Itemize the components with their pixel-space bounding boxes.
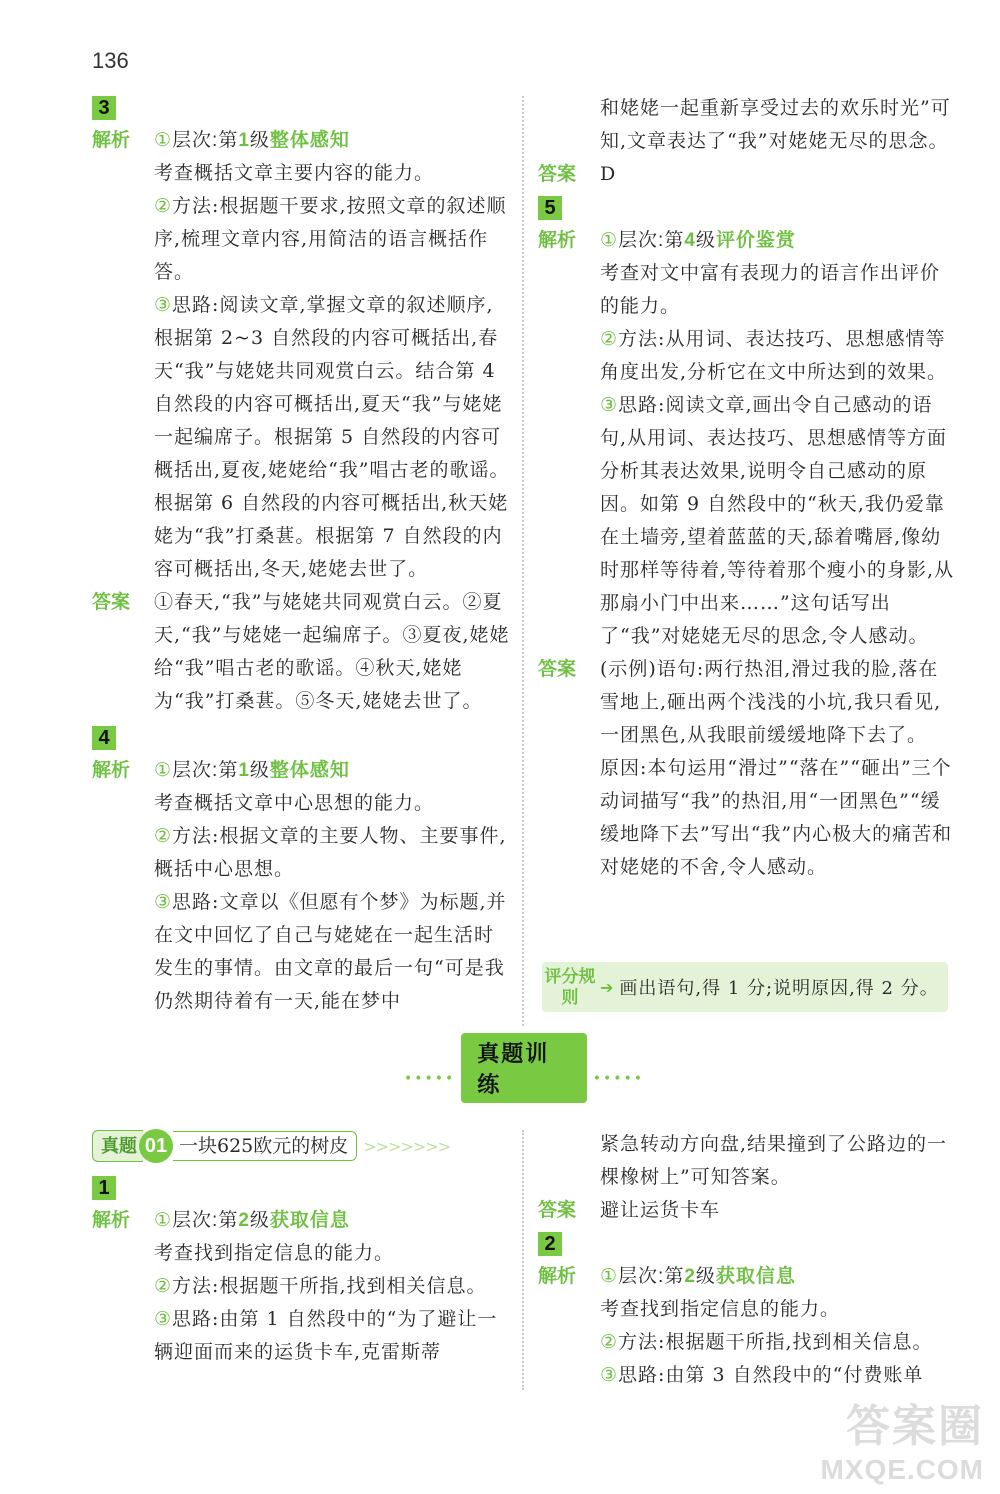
chevrons-icon: >>>>>>>	[363, 1136, 451, 1156]
analysis-block-q3	[92, 124, 512, 586]
level-line: ①层次:第1级整体感知	[154, 129, 350, 151]
method-text: ②方法:根据题干所指,找到相关信息。	[154, 1275, 487, 1297]
analysis-label: 解析	[92, 760, 131, 781]
section-header	[404, 1041, 644, 1097]
idea-text: ③思路:由第 1 自然段中的“为了避让一辆迎面而来的运货卡车,克雷斯蒂	[154, 1308, 498, 1363]
idea-text: ③思路:阅读文章,画出令自己感动的语句,从用词、表达技巧、思想感情等方面分析其表达效果,说明令自己感动的原因。如第 9 自然段中的“秋天,我仍爱靠在土墙旁,望着蓝蓝的天,舔着嘴唇,像幼时那样等待着,等待着那个瘦小的身影,从那扇小门中出来……”这句话写出了“我”对姥姥无尽的思念,令人感动。	[600, 394, 955, 647]
scoring-rule-box	[542, 962, 948, 1012]
question-number-2: 2	[538, 1232, 562, 1256]
answer-block-zq1	[538, 1194, 958, 1228]
section-title: 真题训练	[461, 1033, 586, 1103]
exam-number-badge: 01	[139, 1129, 173, 1163]
column-divider-lower	[522, 1130, 524, 1390]
exam-label: 真题	[92, 1130, 143, 1162]
analysis-label: 解析	[92, 1210, 131, 1231]
method-text: ②方法:根据文章的主要人物、主要事件,概括中心思想。	[154, 825, 507, 880]
answer-label: 答案	[538, 164, 577, 185]
dots-decoration-icon: •••••	[592, 1071, 644, 1087]
question-number-5: 5	[538, 196, 562, 220]
scoring-rule-text: 画出语句,得 1 分;说明原因,得 2 分。	[619, 978, 939, 999]
answer-block-q5	[538, 653, 958, 884]
level-line: ①层次:第2级获取信息	[600, 1265, 796, 1287]
exam-item-header	[92, 1128, 512, 1164]
analysis-block-q4	[92, 754, 512, 1018]
level-line: ①层次:第2级获取信息	[154, 1209, 350, 1231]
analysis-label: 解析	[92, 130, 131, 151]
ability-desc: 考查对文中富有表现力的语言作出评价的能力。	[600, 262, 941, 317]
answer-block-q4	[538, 158, 958, 192]
level-line: ①层次:第1级整体感知	[154, 759, 350, 781]
analysis-label: 解析	[538, 1266, 577, 1287]
question-number-4: 4	[92, 726, 116, 750]
ability-desc: 考查概括文章中心思想的能力。	[154, 792, 435, 814]
answer-sentence: (示例)语句:两行热泪,滑过我的脸,落在雪地上,砸出两个浅浅的小坑,我只看见,一团黑色,从我眼前缓缓地降下去了。	[600, 658, 942, 746]
scoring-rule-label: 评分规则	[544, 967, 596, 1007]
continuation-block-q4	[538, 92, 958, 158]
answer-text: 避让运货卡车	[600, 1199, 721, 1221]
answer-block-q3	[92, 586, 512, 718]
ability-desc: 考查找到指定信息的能力。	[600, 1298, 841, 1320]
lower-left-column	[92, 1128, 512, 1369]
ability-desc: 考查找到指定信息的能力。	[154, 1242, 395, 1264]
dots-decoration-icon: •••••	[404, 1071, 456, 1087]
answer-label: 答案	[538, 659, 577, 680]
answer-label: 答案	[92, 592, 131, 613]
answer-text: D	[600, 163, 617, 185]
lower-right-column	[538, 1128, 958, 1392]
level-line: ①层次:第4级评价鉴赏	[600, 229, 796, 251]
ability-desc: 考查概括文章主要内容的能力。	[154, 162, 435, 184]
analysis-block-q5	[538, 224, 958, 653]
page-number: 136	[92, 48, 129, 73]
method-text: ②方法:从用词、表达技巧、思想感情等角度出发,分析它在文中所达到的效果。	[600, 328, 948, 383]
idea-text: ③思路:由第 3 自然段中的“付费账单	[600, 1364, 924, 1386]
continuation-block-zq1	[538, 1128, 958, 1194]
watermark: 答案圈 MXQE.COM	[820, 1402, 984, 1485]
method-text: ②方法:根据题干所指,找到相关信息。	[600, 1331, 933, 1353]
answer-text: ①春天,“我”与姥姥共同观赏白云。②夏天,“我”与姥姥一起编席子。③夏夜,姥姥给“我”唱古老的歌谣。④秋天,姥姥为“我”打桑葚。⑤冬天,姥姥去世了。	[154, 591, 510, 712]
left-column	[92, 92, 512, 1018]
exam-title: 一块625欧元的树皮	[173, 1131, 357, 1161]
right-column	[538, 92, 958, 884]
idea-continuation: 和姥姥一起重新享受过去的欢乐时光”可知,文章表达了“我”对姥姥无尽的思念。	[600, 97, 951, 152]
answer-label: 答案	[538, 1200, 577, 1221]
analysis-block-zq1	[92, 1204, 512, 1369]
analysis-block-zq2	[538, 1260, 958, 1392]
idea-continuation: 紧急转动方向盘,结果撞到了公路边的一棵橡树上”可知答案。	[600, 1133, 948, 1188]
question-number-1: 1	[92, 1176, 116, 1200]
arrow-right-icon: ➔	[600, 977, 614, 997]
answer-reason: 原因:本句运用“滑过”“落在”“砸出”三个动词描写“我”的热泪,用“一团黑色”“缓缓地降下去”写出“我”内心极大的痛苦和对姥姥的不舍,令人感动。	[600, 757, 953, 878]
question-number-3: 3	[92, 96, 116, 120]
method-text: ②方法:根据题干要求,按照文章的叙述顺序,梳理文章内容,用简洁的语言概括作答。	[154, 195, 507, 283]
idea-text: ③思路:文章以《但愿有个梦》为标题,并在文中回忆了自己与姥姥在一起生活时发生的事情。由文章的最后一句“可是我仍然期待着有一天,能在梦中	[154, 891, 507, 1012]
analysis-label: 解析	[538, 230, 577, 251]
column-divider	[522, 96, 524, 1026]
idea-text: ③思路:阅读文章,掌握文章的叙述顺序,根据第 2~3 自然段的内容可概括出,春天“我”与姥姥共同观赏白云。结合第 4 自然段的内容可概括出,夏天“我”与姥姥一起编席子。根据第 5 自然段的内容可概括出,夏夜,姥姥给“我”唱古老的歌谣。根据第 6 自然段的内容可概括出,秋天姥姥为“我”打桑葚。根据第 7 自然段的内容可概括出,冬天,姥姥去世了。	[154, 294, 510, 580]
